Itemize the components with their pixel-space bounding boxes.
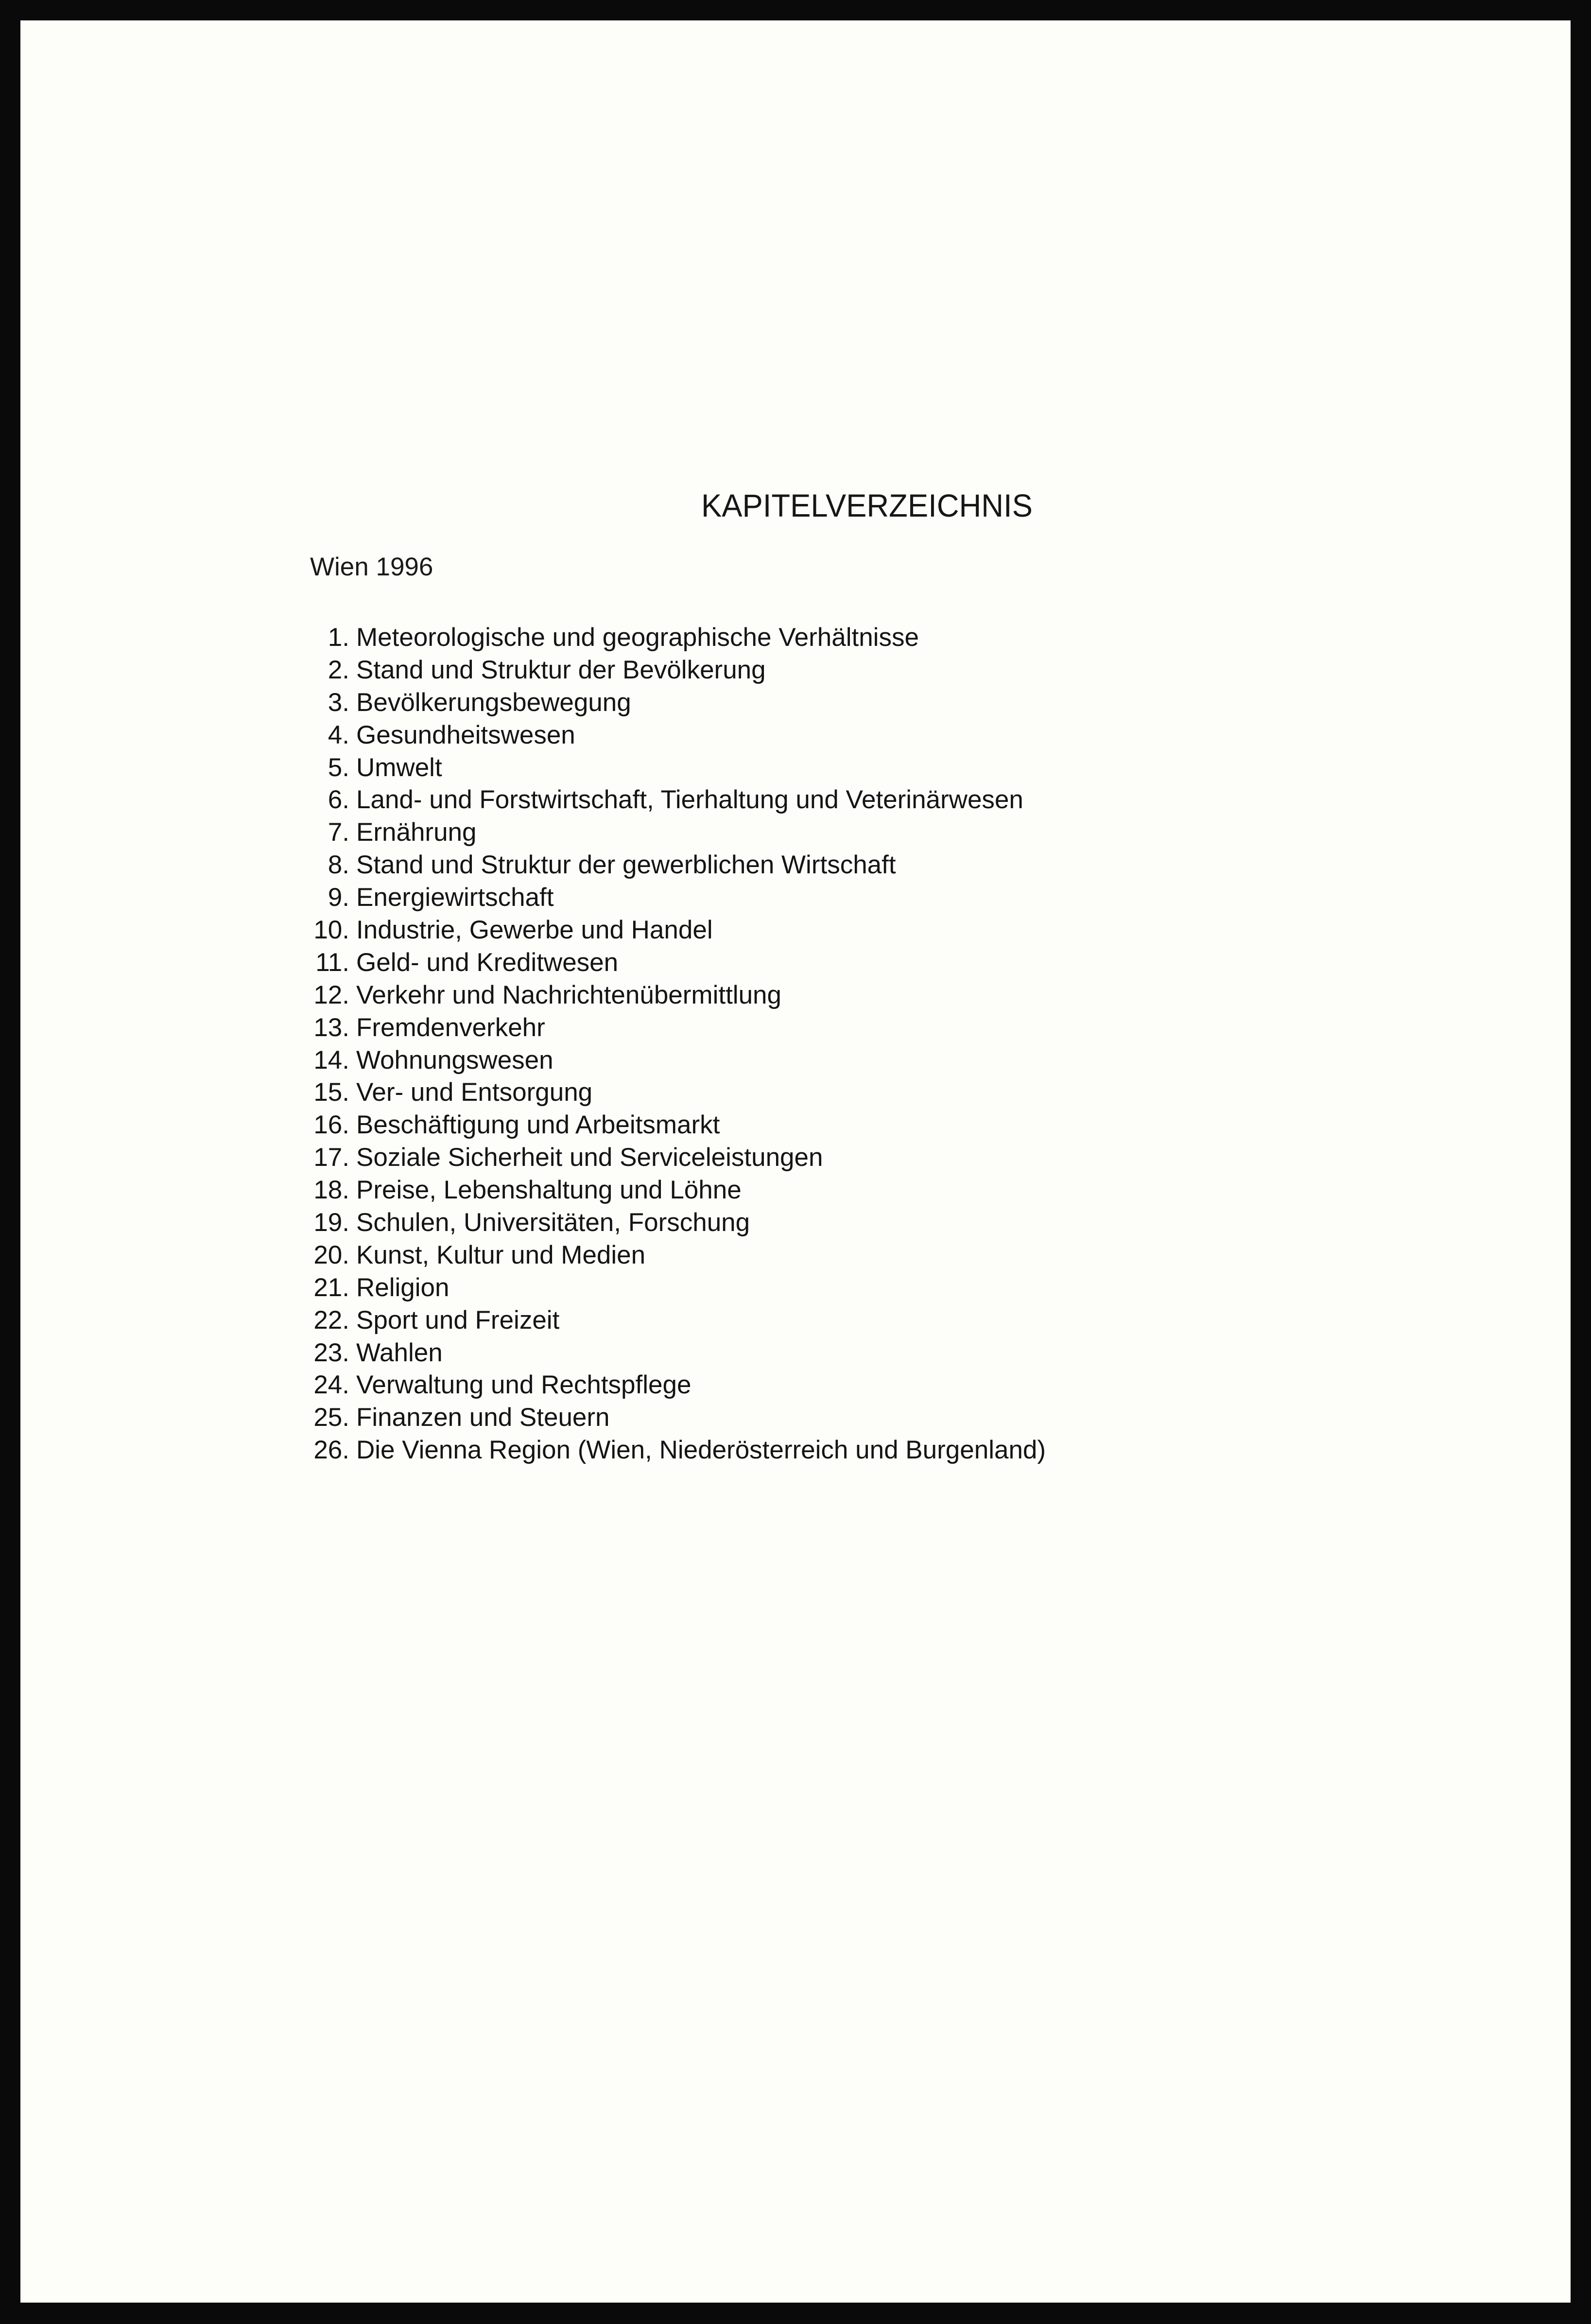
toc-item [301, 946, 1046, 979]
chapter-title: Energiewirtschaft [356, 883, 554, 912]
edition-label: Wien 1996 [310, 553, 433, 581]
chapter-title: Meteorologische und geographische Verhältnisse [356, 623, 919, 652]
chapter-title: Umwelt [356, 753, 442, 782]
toc-item [301, 1434, 1046, 1466]
toc-item [301, 849, 1046, 881]
chapter-title: Preise, Lebenshaltung und Löhne [356, 1176, 742, 1205]
page-title: KAPITELVERZEICHNIS [701, 487, 1033, 523]
toc-item [301, 1076, 1046, 1109]
chapter-title: Beschäftigung und Arbeitsmarkt [356, 1110, 720, 1140]
chapter-title: Bevölkerungsbewegung [356, 688, 631, 717]
chapter-number: 19. [313, 1208, 349, 1237]
toc-item [301, 1141, 1046, 1174]
chapter-title: Land- und Forstwirtschaft, Tierhaltung und Veterinärwesen [356, 785, 1023, 815]
chapter-title: Verkehr und Nachrichtenübermittlung [356, 980, 781, 1009]
chapter-title: Schulen, Universitäten, Forschung [356, 1208, 750, 1237]
chapter-title: Kunst, Kultur und Medien [356, 1240, 646, 1269]
chapter-title: Stand und Struktur der Bevölkerung [356, 655, 766, 684]
chapter-number: 16. [313, 1110, 349, 1140]
chapter-number: 4. [328, 720, 349, 749]
chapter-title: Finanzen und Steuern [356, 1403, 610, 1432]
chapter-title: Soziale Sicherheit und Serviceleistungen [356, 1143, 823, 1172]
chapter-title: Verwaltung und Rechtspflege [356, 1370, 692, 1400]
chapter-title: Gesundheitswesen [356, 720, 575, 749]
chapter-number: 23. [313, 1338, 349, 1367]
toc-item [301, 621, 1046, 654]
chapter-title: Stand und Struktur der gewerblichen Wirtschaft [356, 850, 896, 880]
chapter-number: 24. [313, 1370, 349, 1400]
toc-item [301, 816, 1046, 849]
toc-item [301, 979, 1046, 1011]
toc-item [301, 719, 1046, 751]
chapter-number: 15. [313, 1078, 349, 1107]
toc-item [301, 1304, 1046, 1336]
chapter-number: 10. [313, 915, 349, 944]
chapter-title: Religion [356, 1273, 450, 1302]
chapter-number: 14. [313, 1045, 349, 1075]
chapter-title: Geld- und Kreditwesen [356, 948, 619, 977]
toc-item [301, 881, 1046, 914]
toc-item [301, 1011, 1046, 1044]
chapter-number: 11. [315, 948, 349, 977]
chapter-title: Sport und Freizeit [356, 1305, 560, 1335]
chapter-title: Fremdenverkehr [356, 1013, 545, 1042]
chapter-number: 3. [328, 688, 349, 717]
toc-item [301, 1336, 1046, 1369]
toc-item [301, 654, 1046, 686]
toc-item [301, 1109, 1046, 1141]
chapter-number: 12. [313, 980, 349, 1009]
toc-item [301, 1174, 1046, 1206]
toc-item [301, 783, 1046, 816]
toc-item [301, 686, 1046, 719]
chapter-number: 1. [328, 623, 349, 652]
chapter-title: Die Vienna Region (Wien, Niederösterreich und Burgenland) [356, 1436, 1046, 1465]
toc-item [301, 1044, 1046, 1076]
chapter-title: Wohnungswesen [356, 1045, 553, 1075]
toc-item [301, 914, 1046, 946]
chapter-number: 17. [313, 1143, 349, 1172]
chapter-title: Ver- und Entsorgung [356, 1078, 593, 1107]
toc-item [301, 751, 1046, 784]
chapter-number: 26. [313, 1436, 349, 1465]
chapter-number: 6. [328, 785, 349, 815]
chapter-number: 20. [313, 1240, 349, 1269]
chapter-title: Wahlen [356, 1338, 443, 1367]
chapter-number: 5. [328, 753, 349, 782]
chapter-number: 9. [328, 883, 349, 912]
chapter-title: Ernährung [356, 818, 477, 847]
chapter-number: 7. [328, 818, 349, 847]
table-of-contents [301, 621, 1046, 1466]
chapter-number: 22. [313, 1305, 349, 1335]
chapter-number: 2. [328, 655, 349, 684]
toc-item [301, 1271, 1046, 1304]
chapter-number: 18. [313, 1176, 349, 1205]
chapter-number: 8. [328, 850, 349, 880]
toc-item [301, 1206, 1046, 1239]
chapter-number: 13. [313, 1013, 349, 1042]
toc-item [301, 1401, 1046, 1434]
toc-item [301, 1369, 1046, 1401]
toc-item [301, 1239, 1046, 1271]
chapter-number: 21. [313, 1273, 349, 1302]
chapter-title: Industrie, Gewerbe und Handel [356, 915, 713, 944]
chapter-number: 25. [313, 1403, 349, 1432]
